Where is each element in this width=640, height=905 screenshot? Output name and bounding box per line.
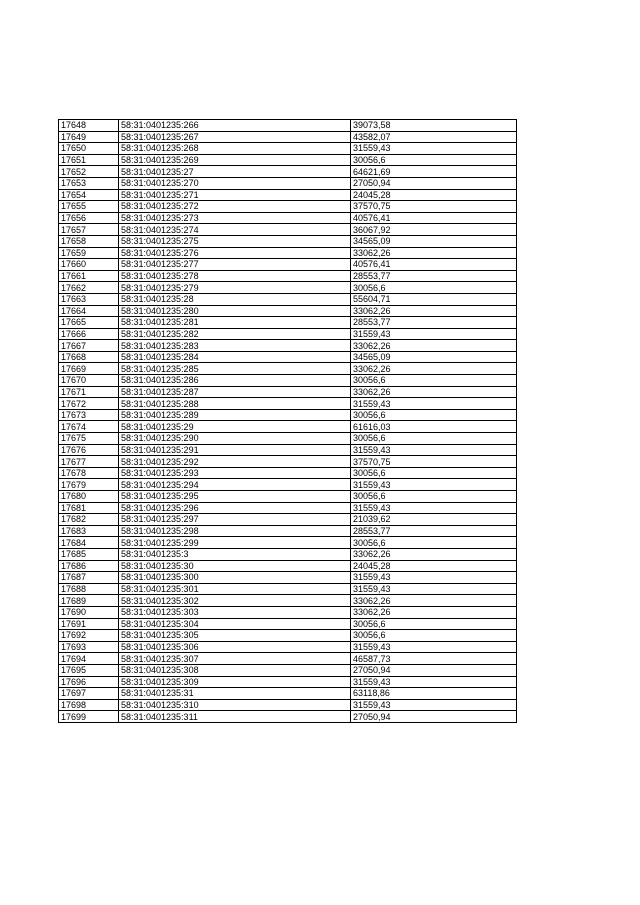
row-number-cell: 17666 (59, 328, 119, 340)
table-row (59, 502, 517, 514)
table-row (59, 201, 517, 213)
value-cell: 21039,62 (351, 514, 517, 526)
cadastral-number-cell: 58:31:0401235:283 (119, 340, 351, 352)
value-cell: 64621,69 (351, 166, 517, 178)
cadastral-number-cell: 58:31:0401235:303 (119, 606, 351, 618)
cadastral-number-cell: 58:31:0401235:299 (119, 537, 351, 549)
row-number-cell: 17685 (59, 548, 119, 560)
cadastral-number-cell: 58:31:0401235:307 (119, 653, 351, 665)
cadastral-number-cell: 58:31:0401235:3 (119, 548, 351, 560)
row-number-cell: 17657 (59, 224, 119, 236)
value-cell: 33062,26 (351, 386, 517, 398)
table-row (59, 143, 517, 155)
row-number-cell: 17688 (59, 583, 119, 595)
table-row (59, 606, 517, 618)
row-number-cell: 17658 (59, 235, 119, 247)
value-cell: 31559,43 (351, 572, 517, 584)
value-cell: 37570,75 (351, 456, 517, 468)
cadastral-number-cell: 58:31:0401235:294 (119, 479, 351, 491)
value-cell: 30056,6 (351, 618, 517, 630)
value-cell: 27050,94 (351, 177, 517, 189)
table-row (59, 177, 517, 189)
value-cell: 33062,26 (351, 548, 517, 560)
value-cell: 28553,77 (351, 525, 517, 537)
table-row (59, 398, 517, 410)
value-cell: 63118,86 (351, 688, 517, 700)
value-cell: 39073,58 (351, 120, 517, 132)
value-cell: 33062,26 (351, 363, 517, 375)
table-row (59, 653, 517, 665)
cadastral-number-cell: 58:31:0401235:281 (119, 317, 351, 329)
value-cell: 36067,92 (351, 224, 517, 236)
row-number-cell: 17669 (59, 363, 119, 375)
row-number-cell: 17698 (59, 699, 119, 711)
table-row (59, 630, 517, 642)
value-cell: 30056,6 (351, 433, 517, 445)
value-cell: 31559,43 (351, 641, 517, 653)
table-row (59, 120, 517, 132)
table-row (59, 514, 517, 526)
table-row (59, 340, 517, 352)
row-number-cell: 17656 (59, 212, 119, 224)
cadastral-number-cell: 58:31:0401235:286 (119, 375, 351, 387)
row-number-cell: 17654 (59, 189, 119, 201)
row-number-cell: 17686 (59, 560, 119, 572)
table-row (59, 154, 517, 166)
value-cell: 33062,26 (351, 340, 517, 352)
value-cell: 55604,71 (351, 293, 517, 305)
cadastral-number-cell: 58:31:0401235:300 (119, 572, 351, 584)
row-number-cell: 17697 (59, 688, 119, 700)
value-cell: 31559,43 (351, 583, 517, 595)
table-row (59, 711, 517, 723)
row-number-cell: 17659 (59, 247, 119, 259)
row-number-cell: 17694 (59, 653, 119, 665)
row-number-cell: 17690 (59, 606, 119, 618)
row-number-cell: 17660 (59, 259, 119, 271)
table-row (59, 386, 517, 398)
cadastral-number-cell: 58:31:0401235:287 (119, 386, 351, 398)
row-number-cell: 17661 (59, 270, 119, 282)
cadastral-number-cell: 58:31:0401235:293 (119, 467, 351, 479)
cadastral-number-cell: 58:31:0401235:289 (119, 409, 351, 421)
table-row (59, 166, 517, 178)
value-cell: 31559,43 (351, 502, 517, 514)
row-number-cell: 17673 (59, 409, 119, 421)
row-number-cell: 17674 (59, 421, 119, 433)
table-row (59, 537, 517, 549)
table-row (59, 467, 517, 479)
cadastral-number-cell: 58:31:0401235:27 (119, 166, 351, 178)
row-number-cell: 17699 (59, 711, 119, 723)
row-number-cell: 17678 (59, 467, 119, 479)
value-cell: 30056,6 (351, 630, 517, 642)
cadastral-number-cell: 58:31:0401235:31 (119, 688, 351, 700)
value-cell: 28553,77 (351, 270, 517, 282)
value-cell: 31559,43 (351, 398, 517, 410)
table-row (59, 375, 517, 387)
table-row (59, 560, 517, 572)
table-row (59, 224, 517, 236)
row-number-cell: 17676 (59, 444, 119, 456)
table-row (59, 433, 517, 445)
row-number-cell: 17655 (59, 201, 119, 213)
row-number-cell: 17696 (59, 676, 119, 688)
row-number-cell: 17664 (59, 305, 119, 317)
row-number-cell: 17670 (59, 375, 119, 387)
table-row (59, 293, 517, 305)
row-number-cell: 17649 (59, 131, 119, 143)
cadastral-number-cell: 58:31:0401235:271 (119, 189, 351, 201)
row-number-cell: 17692 (59, 630, 119, 642)
value-cell: 33062,26 (351, 595, 517, 607)
table-row (59, 525, 517, 537)
cadastral-number-cell: 58:31:0401235:29 (119, 421, 351, 433)
row-number-cell: 17693 (59, 641, 119, 653)
table-row (59, 548, 517, 560)
table-row (59, 583, 517, 595)
row-number-cell: 17672 (59, 398, 119, 410)
cadastral-number-cell: 58:31:0401235:276 (119, 247, 351, 259)
cadastral-number-cell: 58:31:0401235:279 (119, 282, 351, 294)
row-number-cell: 17680 (59, 491, 119, 503)
cadastral-number-cell: 58:31:0401235:298 (119, 525, 351, 537)
row-number-cell: 17679 (59, 479, 119, 491)
cadastral-number-cell: 58:31:0401235:274 (119, 224, 351, 236)
table-row (59, 409, 517, 421)
row-number-cell: 17682 (59, 514, 119, 526)
value-cell: 33062,26 (351, 247, 517, 259)
cadastral-number-cell: 58:31:0401235:270 (119, 177, 351, 189)
value-cell: 46587,73 (351, 653, 517, 665)
cadastral-number-cell: 58:31:0401235:306 (119, 641, 351, 653)
row-number-cell: 17671 (59, 386, 119, 398)
row-number-cell: 17651 (59, 154, 119, 166)
value-cell: 33062,26 (351, 606, 517, 618)
row-number-cell: 17684 (59, 537, 119, 549)
row-number-cell: 17683 (59, 525, 119, 537)
value-cell: 31559,43 (351, 479, 517, 491)
table-row (59, 189, 517, 201)
row-number-cell: 17689 (59, 595, 119, 607)
table-row (59, 259, 517, 271)
table-row (59, 595, 517, 607)
table-row (59, 456, 517, 468)
row-number-cell: 17677 (59, 456, 119, 468)
cadastral-number-cell: 58:31:0401235:275 (119, 235, 351, 247)
cadastral-number-cell: 58:31:0401235:310 (119, 699, 351, 711)
row-number-cell: 17675 (59, 433, 119, 445)
value-cell: 40576,41 (351, 259, 517, 271)
value-cell: 31559,43 (351, 143, 517, 155)
table-body (59, 120, 517, 723)
cadastral-number-cell: 58:31:0401235:282 (119, 328, 351, 340)
cadastral-number-cell: 58:31:0401235:292 (119, 456, 351, 468)
value-cell: 28553,77 (351, 317, 517, 329)
cadastral-number-cell: 58:31:0401235:280 (119, 305, 351, 317)
table-row (59, 444, 517, 456)
cadastral-number-cell: 58:31:0401235:290 (119, 433, 351, 445)
cadastral-number-cell: 58:31:0401235:268 (119, 143, 351, 155)
row-number-cell: 17695 (59, 664, 119, 676)
data-table (58, 119, 517, 723)
table-row (59, 421, 517, 433)
table-row (59, 212, 517, 224)
table-row (59, 317, 517, 329)
table-row (59, 305, 517, 317)
row-number-cell: 17663 (59, 293, 119, 305)
row-number-cell: 17691 (59, 618, 119, 630)
row-number-cell: 17650 (59, 143, 119, 155)
value-cell: 30056,6 (351, 409, 517, 421)
value-cell: 31559,43 (351, 676, 517, 688)
table-row (59, 131, 517, 143)
table-row (59, 270, 517, 282)
row-number-cell: 17652 (59, 166, 119, 178)
value-cell: 30056,6 (351, 491, 517, 503)
table-row (59, 479, 517, 491)
value-cell: 31559,43 (351, 444, 517, 456)
table-row (59, 699, 517, 711)
table-row (59, 688, 517, 700)
cadastral-number-cell: 58:31:0401235:278 (119, 270, 351, 282)
value-cell: 24045,28 (351, 189, 517, 201)
table-row (59, 328, 517, 340)
table-row (59, 247, 517, 259)
value-cell: 34565,09 (351, 351, 517, 363)
cadastral-number-cell: 58:31:0401235:302 (119, 595, 351, 607)
cadastral-number-cell: 58:31:0401235:301 (119, 583, 351, 595)
table-row (59, 363, 517, 375)
table-row (59, 641, 517, 653)
table-row (59, 572, 517, 584)
cadastral-number-cell: 58:31:0401235:288 (119, 398, 351, 410)
row-number-cell: 17687 (59, 572, 119, 584)
value-cell: 30056,6 (351, 537, 517, 549)
value-cell: 34565,09 (351, 235, 517, 247)
cadastral-number-cell: 58:31:0401235:277 (119, 259, 351, 271)
cadastral-number-cell: 58:31:0401235:308 (119, 664, 351, 676)
value-cell: 30056,6 (351, 154, 517, 166)
value-cell: 27050,94 (351, 711, 517, 723)
table-row (59, 618, 517, 630)
cadastral-number-cell: 58:31:0401235:297 (119, 514, 351, 526)
row-number-cell: 17667 (59, 340, 119, 352)
value-cell: 31559,43 (351, 328, 517, 340)
value-cell: 33062,26 (351, 305, 517, 317)
cadastral-number-cell: 58:31:0401235:28 (119, 293, 351, 305)
cadastral-number-cell: 58:31:0401235:309 (119, 676, 351, 688)
row-number-cell: 17648 (59, 120, 119, 132)
row-number-cell: 17653 (59, 177, 119, 189)
row-number-cell: 17665 (59, 317, 119, 329)
value-cell: 30056,6 (351, 282, 517, 294)
row-number-cell: 17681 (59, 502, 119, 514)
cadastral-number-cell: 58:31:0401235:305 (119, 630, 351, 642)
cadastral-number-cell: 58:31:0401235:272 (119, 201, 351, 213)
value-cell: 30056,6 (351, 375, 517, 387)
value-cell: 61616,03 (351, 421, 517, 433)
cadastral-number-cell: 58:31:0401235:291 (119, 444, 351, 456)
value-cell: 27050,94 (351, 664, 517, 676)
cadastral-number-cell: 58:31:0401235:284 (119, 351, 351, 363)
cadastral-number-cell: 58:31:0401235:30 (119, 560, 351, 572)
table-row (59, 491, 517, 503)
value-cell: 43582,07 (351, 131, 517, 143)
table-row (59, 282, 517, 294)
cadastral-number-cell: 58:31:0401235:295 (119, 491, 351, 503)
value-cell: 24045,28 (351, 560, 517, 572)
table-row (59, 235, 517, 247)
cadastral-number-cell: 58:31:0401235:311 (119, 711, 351, 723)
value-cell: 37570,75 (351, 201, 517, 213)
value-cell: 30056,6 (351, 467, 517, 479)
cadastral-number-cell: 58:31:0401235:285 (119, 363, 351, 375)
cadastral-number-cell: 58:31:0401235:269 (119, 154, 351, 166)
value-cell: 40576,41 (351, 212, 517, 224)
cadastral-number-cell: 58:31:0401235:273 (119, 212, 351, 224)
cadastral-number-cell: 58:31:0401235:266 (119, 120, 351, 132)
cadastral-number-cell: 58:31:0401235:296 (119, 502, 351, 514)
cadastral-number-cell: 58:31:0401235:267 (119, 131, 351, 143)
row-number-cell: 17668 (59, 351, 119, 363)
value-cell: 31559,43 (351, 699, 517, 711)
row-number-cell: 17662 (59, 282, 119, 294)
table-row (59, 676, 517, 688)
cadastral-number-cell: 58:31:0401235:304 (119, 618, 351, 630)
table-row (59, 351, 517, 363)
table-row (59, 664, 517, 676)
